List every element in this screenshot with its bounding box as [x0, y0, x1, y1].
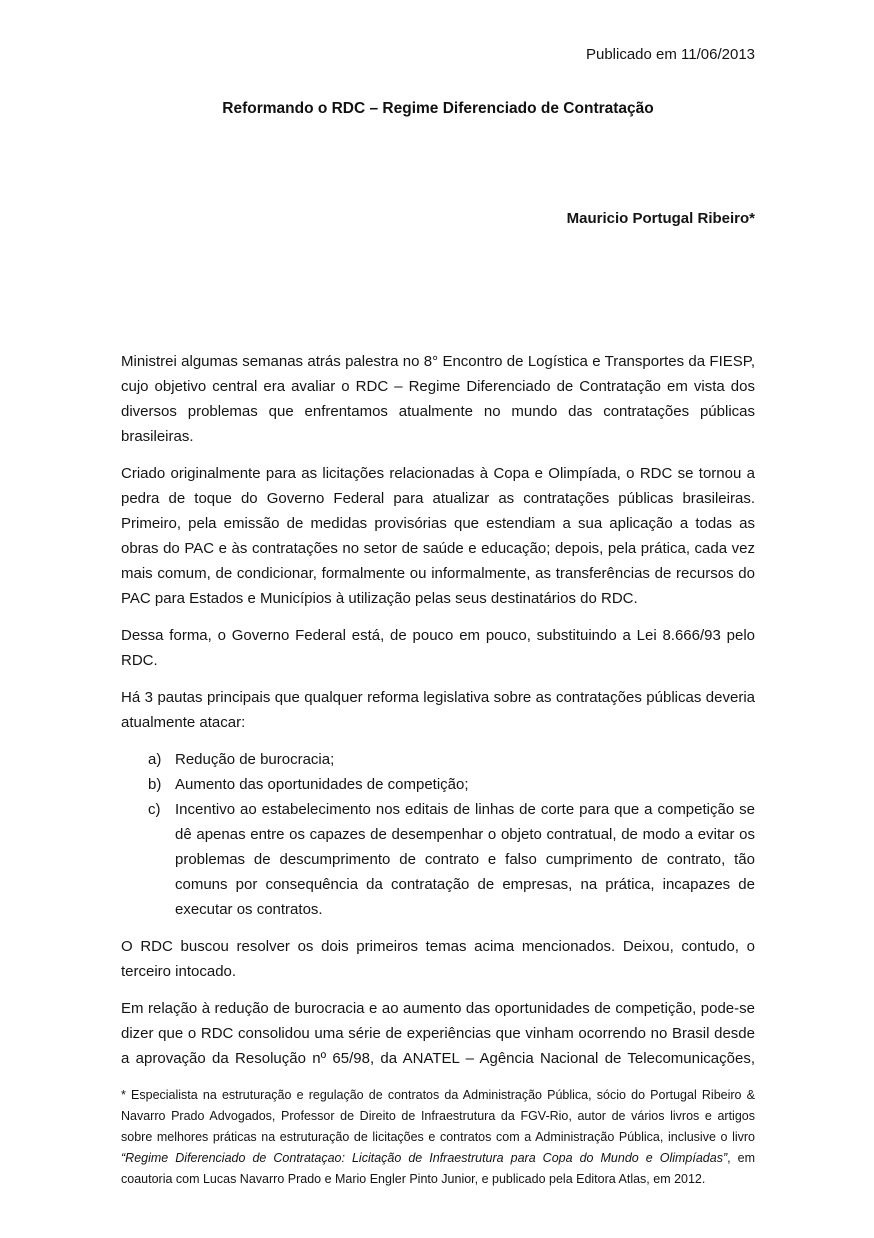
footnote-book-title: “Regime Diferenciado de Contrataçao: Licitação de Infraestrutura para Copa do Mundo e Olimpíadas” [121, 1151, 728, 1165]
paragraph-intro: Ministrei algumas semanas atrás palestra no 8° Encontro de Logística e Transportes da FIESP, cujo objetivo central era avaliar o RDC – Regime Diferenciado de Contratação em vista dos diversos problemas que enfrentamos atualmente no mundo das contratações públicas brasileiras. [121, 353, 755, 445]
paragraph-origem-rdc: Criado originalmente para as licitações relacionadas à Copa e Olimpíada, o RDC se tornou a pedra de toque do Governo Federal para atualizar as contratações públicas brasileiras. Primeiro, pela emissão de medidas provisórias que estendiam a sua aplicação a todas as obras do PAC e às contratações no setor de saúde e educação; depois, pela prática, cada vez mais comum, de condicionar, formalmente ou informalmente, as transferências de recursos do PAC para Estados e Municípios à utilização pelas seus destinatários do RDC. [121, 465, 755, 607]
document-title: Reformando o RDC – Regime Diferenciado de Contratação [222, 100, 654, 117]
list-item-text: Aumento das oportunidades de competição; [175, 776, 469, 793]
agenda-list [121, 747, 755, 922]
document-body [121, 349, 755, 1071]
list-marker: b) [148, 776, 162, 793]
author-byline: Mauricio Portugal Ribeiro* [566, 210, 755, 227]
list-item [148, 747, 755, 772]
list-item [148, 797, 755, 922]
list-marker: c) [148, 801, 161, 818]
footnote-text-continuation: , em coautoria com Lucas Navarro Prado e Mario Engler Pinto Junior, e publicado pela Editora Atlas, em 2012. [121, 1151, 755, 1186]
list-item-text: Incentivo ao estabelecimento nos editais de linhas de corte para que a competição se dê apenas entre os capazes de desempenhar o objeto contratual, de modo a evitar os problemas de descumprimento de contrato e falso cumprimento de contrato, tão comuns por consequência da contratação de empresas, na prática, incapazes de executar os contratos. [175, 801, 755, 918]
footnote [121, 1085, 755, 1190]
paragraph-temas-resolvidos: O RDC buscou resolver os dois primeiros temas acima mencionados. Deixou, contudo, o terceiro intocado. [121, 938, 755, 980]
paragraph-reducao-burocracia: Em relação à redução de burocracia e ao aumento das oportunidades de competição, pode-se dizer que o RDC consolidou uma série de experiências que vinham ocorrendo no Brasil desde a aprovação da Resolução nº 65/98, da ANATEL – Agência Nacional de Telecomunicações, [121, 1000, 755, 1067]
list-item-text: Redução de burocracia; [175, 751, 335, 768]
paragraph-tres-pautas: Há 3 pautas principais que qualquer reforma legislativa sobre as contratações públicas deveria atualmente atacar: [121, 689, 755, 731]
published-date: Publicado em 11/06/2013 [585, 46, 755, 63]
list-marker: a) [148, 751, 162, 768]
paragraph-substituicao-lei: Dessa forma, o Governo Federal está, de pouco em pouco, substituindo a Lei 8.666/93 pelo RDC. [121, 627, 755, 669]
list-item [148, 772, 755, 797]
footnote-text: * Especialista na estruturação e regulação de contratos da Administração Pública, sócio do Portugal Ribeiro & Navarro Prado Advogados, Professor de Direito de Infraestrutura da FGV-Rio, autor de vários livros e artigos sobre melhores práticas na estruturação de licitações e contratos com a Administração Pública, inclusive o livro [121, 1088, 755, 1144]
